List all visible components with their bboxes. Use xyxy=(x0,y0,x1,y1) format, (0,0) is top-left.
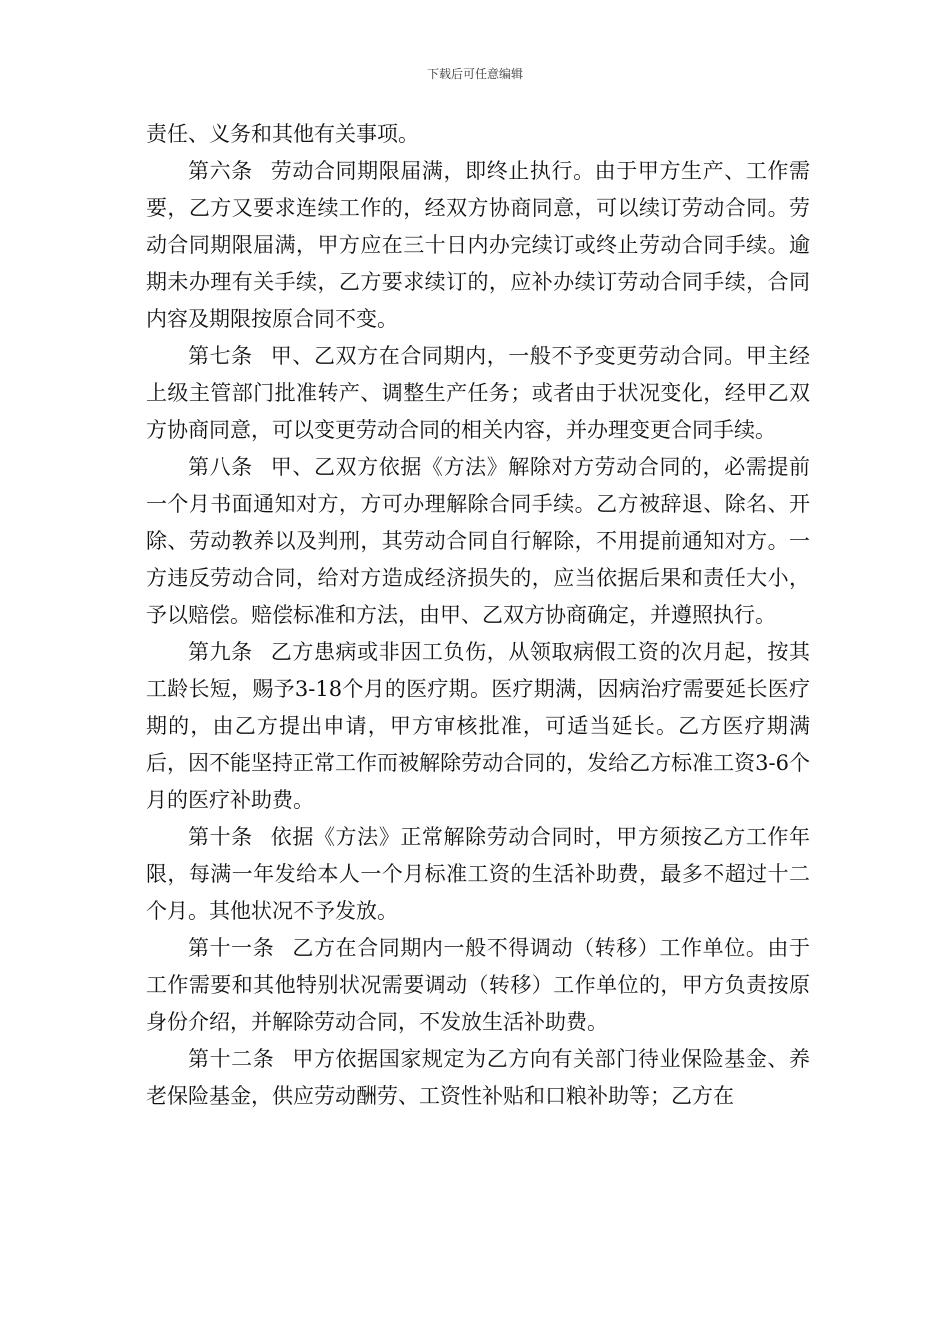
article-number: 第十条 xyxy=(188,825,253,849)
article-text: 乙方患病或非因工负伤，从领取病假工资的次月起，按其工龄长短，赐予3-18个月的医疗期。医疗期满，因病治疗需要延长医疗期的，由乙方提出申请，甲方审核批准，可适当延长。乙方医疗期满后，因不能坚持正常工作而被解除劳动合同的，发给乙方标准工资3-6个月的医疗补助费。 xyxy=(146,640,811,812)
page-header: 下载后可任意编辑 xyxy=(426,67,523,81)
article-paragraph xyxy=(146,449,810,634)
article-text: 甲方依据国家规定为乙方向有关部门待业保险基金、养老保险基金，供应劳动酬劳、工资性补贴和口粮补助等；乙方在 xyxy=(146,1047,811,1108)
article-number: 第九条 xyxy=(188,640,253,664)
article-paragraph xyxy=(146,338,810,449)
article-paragraph xyxy=(146,1041,810,1115)
article-number: 第十一条 xyxy=(188,936,275,960)
article-text: 甲、乙双方在合同期内，一般不予变更劳动合同。甲主经上级主管部门批准转产、调整生产任务；或者由于状况变化，经甲乙双方协商同意，可以变更劳动合同的相关内容，并办理变更合同手续。 xyxy=(146,344,811,442)
article-paragraph xyxy=(146,153,810,338)
article-text: 乙方在合同期内一般不得调动（转移）工作单位。由于工作需要和其他特别状况需要调动（转移）工作单位的，甲方负责按原身份介绍，并解除劳动合同，不发放生活补助费。 xyxy=(146,936,811,1034)
article-number: 第七条 xyxy=(188,344,253,368)
article-text: 甲、乙双方依据《方法》解除对方劳动合同的，必需提前一个月书面通知对方，方可办理解除合同手续。乙方被辞退、除名、开除、劳动教养以及判刑，其劳动合同自行解除，不用提前通知对方。一方违反劳动合同，给对方造成经济损失的，应当依据后果和责任大小，予以赔偿。赔偿标准和方法，由甲、乙双方协商确定，并遵照执行。 xyxy=(146,455,811,627)
continuation-paragraph: 责任、义务和其他有关事项。 xyxy=(146,122,419,146)
document-body xyxy=(146,116,810,1115)
article-text: 劳动合同期限届满，即终止执行。由于甲方生产、工作需要，乙方又要求连续工作的，经双方协商同意，可以续订劳动合同。劳动合同期限届满，甲方应在三十日内办完续订或终止劳动合同手续。逾期未办理有关手续，乙方要求续订的，应补办续订劳动合同手续，合同内容及期限按原合同不变。 xyxy=(146,159,811,331)
article-number: 第六条 xyxy=(188,159,253,183)
article-number: 第八条 xyxy=(188,455,253,479)
article-number: 第十二条 xyxy=(188,1047,275,1071)
article-paragraph xyxy=(146,819,810,930)
article-paragraph xyxy=(146,634,810,819)
article-text: 依据《方法》正常解除劳动合同时，甲方须按乙方工作年限，每满一年发给本人一个月标准工资的生活补助费，最多不超过十二个月。其他状况不予发放。 xyxy=(146,825,811,923)
article-paragraph xyxy=(146,930,810,1041)
